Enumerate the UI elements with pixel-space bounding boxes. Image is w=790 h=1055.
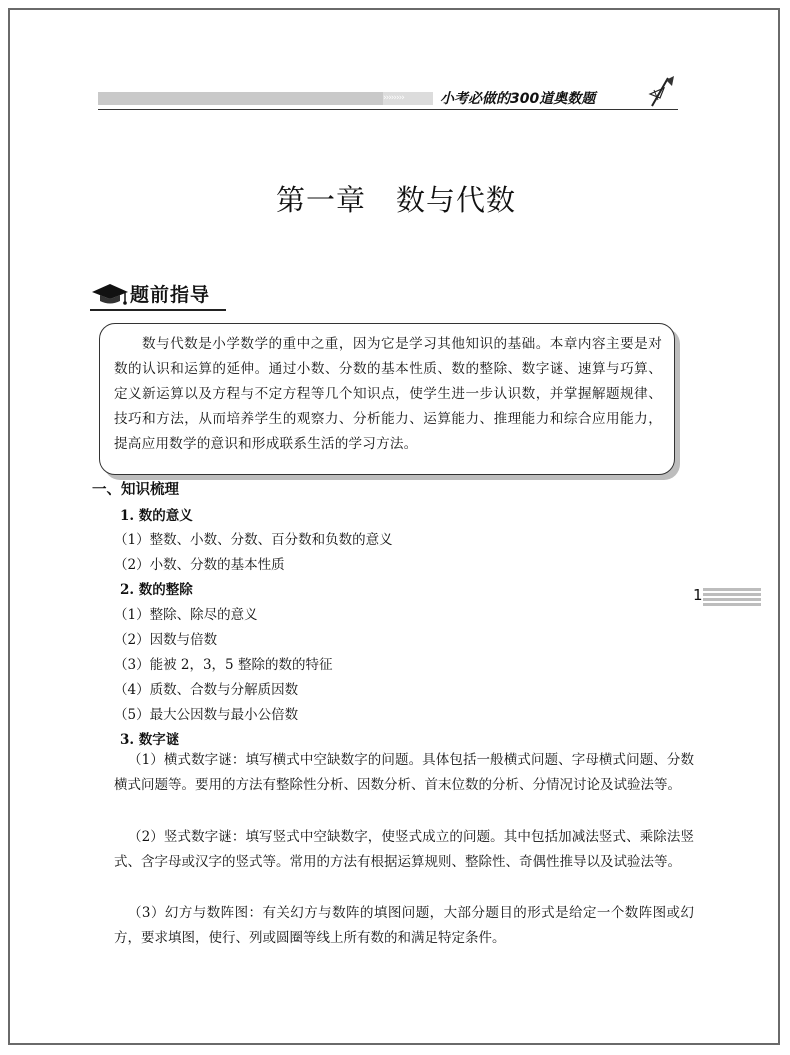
header-title: 小考必做的300道奥数题 (440, 91, 596, 107)
running-header (98, 88, 678, 110)
guide-underline (90, 309, 226, 311)
list-item: （1）整数、小数、分数、百分数和负数的意义 (114, 532, 393, 548)
paragraph: （2）竖式数字谜：填写竖式中空缺数字，使竖式成立的问题。其中包括加减法竖式、乘除法竖式、含字母或汉字的竖式等。常用的方法有根据运算规则、整除性、奇偶性推导以及试验法等。 (114, 829, 694, 870)
page-number-tab (683, 586, 761, 608)
pencil-flag-icon (646, 74, 676, 108)
chapter-title: 第一章 数与代数 (275, 183, 516, 217)
paragraph: （1）横式数字谜：填写横式中空缺数字的问题。具体包括一般横式问题、字母横式问题、分数横式问题等。要用的方法有整除性分析、因数分析、首末位数的分析、分情况讨论及试验法等。 (114, 752, 694, 793)
header-rule (98, 109, 678, 110)
guide-heading-label: 题前指导 (130, 284, 211, 306)
header-arrows: ›››››››› (383, 92, 433, 105)
guide-intro-box (99, 323, 675, 475)
list-item: （5）最大公因数与最小公倍数 (114, 707, 299, 723)
list-item: （1）整除、除尽的意义 (114, 607, 258, 623)
guide-heading (90, 278, 230, 308)
list-item: （2）因数与倍数 (114, 632, 218, 648)
list-item: （3）能被 2，3，5 整除的数的特征 (114, 657, 333, 673)
graduation-cap-icon (90, 280, 130, 306)
list-item: （2）小数、分数的基本性质 (114, 557, 285, 573)
subsection-title-3: 3. 数字谜 (120, 732, 180, 748)
paragraph: （3）幻方与数阵图：有关幻方与数阵的填图问题，大部分题目的形式是给定一个数阵图或幻方，要求填图，使行、列或圆圈等线上所有数的和满足特定条件。 (114, 905, 694, 946)
page-tab-stripes (703, 588, 761, 606)
header-gray-bar (98, 92, 383, 105)
guide-intro-text: 数与代数是小学数学的重中之重，因为它是学习其他知识的基础。本章内容主要是对数的认识和运算的延伸。通过小数、分数的基本性质、数的整除、数字谜、速算与巧算、定义新运算以及方程与不定方程等几个知识点，使学生进一步认识数，并掌握解题规律、技巧和方法，从而培养学生的观察力、分析能力、运算能力、推理能力和综合应用能力，提高应用数学的意识和形成联系生活的学习方法。 (114, 336, 662, 452)
subsection-title-1: 1. 数的意义 (120, 508, 193, 524)
section-heading: 一、知识梳理 (92, 481, 179, 498)
book-page (8, 8, 780, 1045)
list-item: （4）质数、合数与分解质因数 (114, 682, 299, 698)
subsection-title-2: 2. 数的整除 (120, 582, 193, 598)
page-number: 1 (693, 586, 703, 604)
